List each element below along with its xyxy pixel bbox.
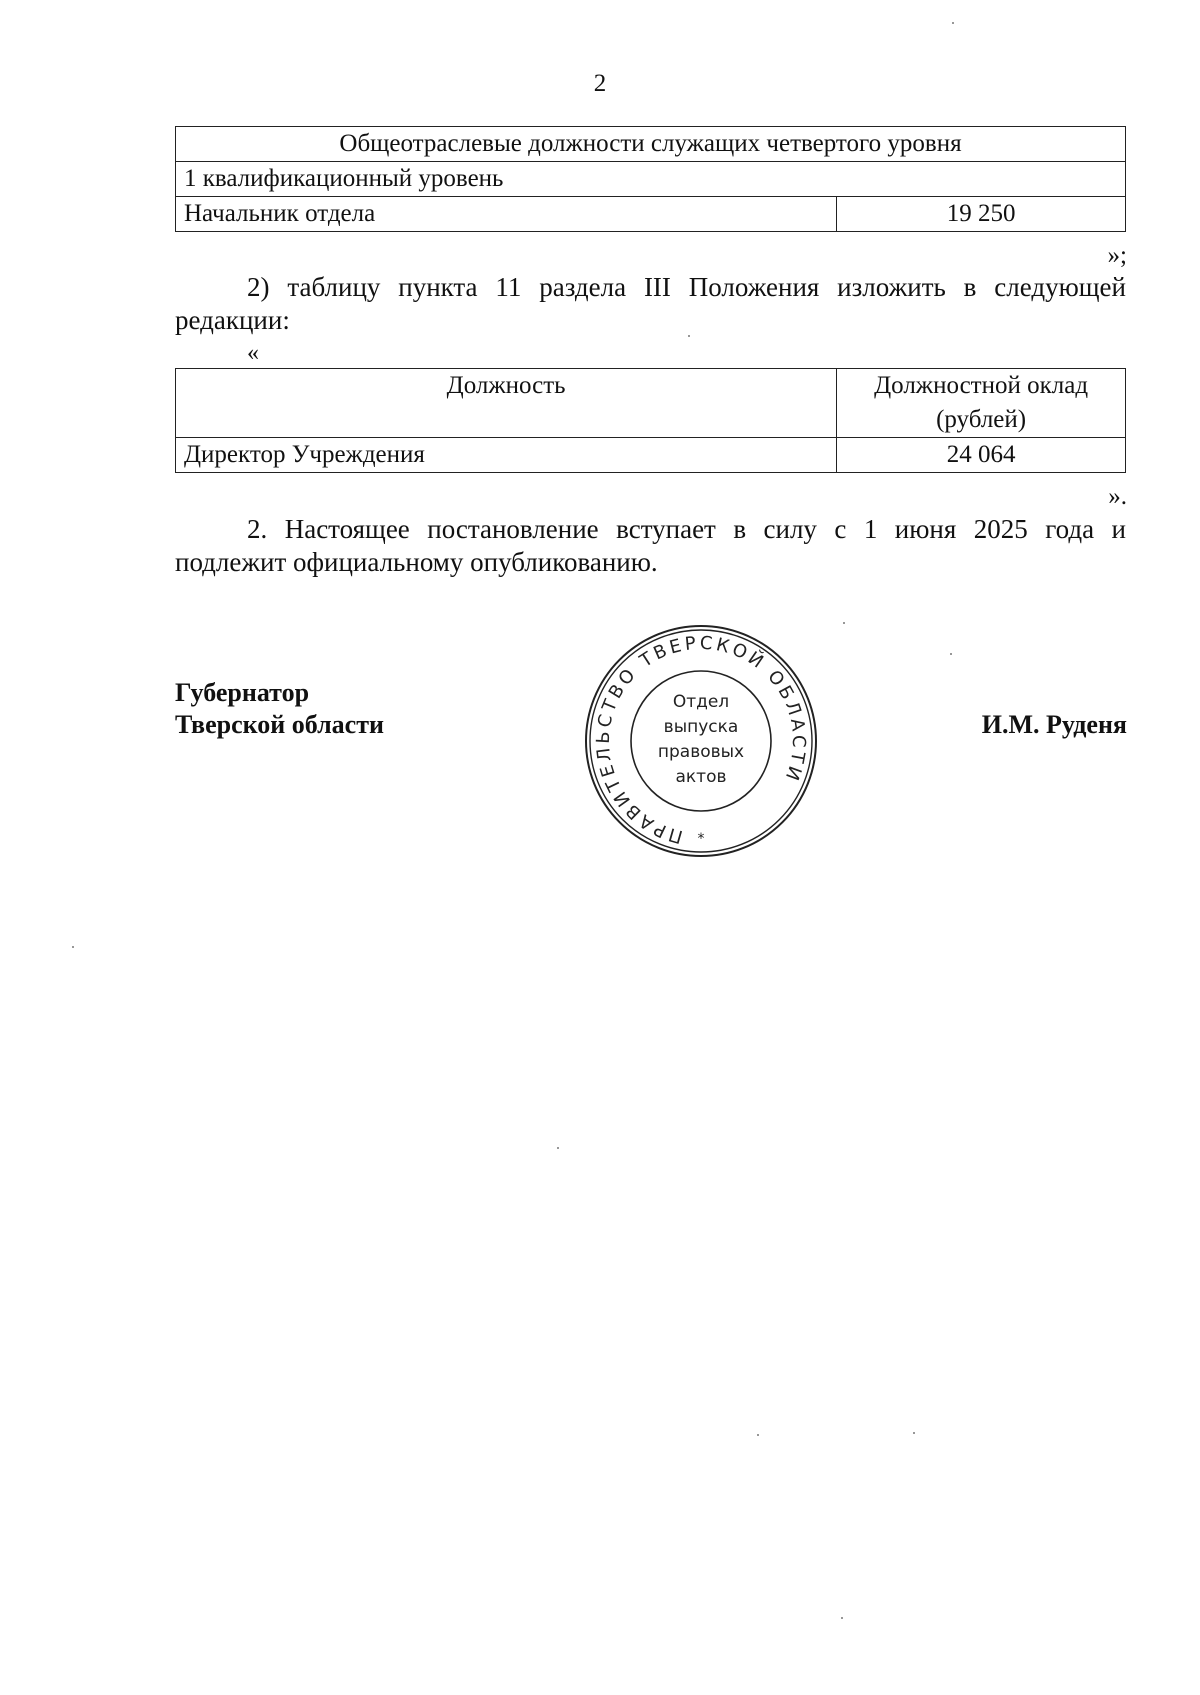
scan-speck (913, 1432, 915, 1434)
page-number: 2 (593, 70, 607, 97)
signer-title (175, 677, 384, 741)
table-group-header: Общеотраслевые должности служащих четвертого уровня (176, 127, 1126, 162)
scan-speck (950, 653, 952, 655)
salary-cell: 24 064 (837, 438, 1126, 473)
clause-2-paragraph: 2. Настоящее постановление вступает в силу с 1 июня 2025 года и подлежит официальному опубликованию. (175, 514, 1126, 577)
salary-cell: 19 250 (837, 197, 1126, 232)
stamp-center-line: правовых (657, 742, 745, 762)
position-cell: Начальник отдела (176, 197, 837, 232)
closing-quote: »; (1107, 242, 1127, 269)
item-2-paragraph: 2) таблицу пункта 11 раздела III Положения изложить в следующей редакции: (175, 272, 1126, 335)
director-salary-table (175, 368, 1126, 473)
closing-quote: ». (1108, 483, 1127, 510)
stamp-center-line: Отдел (672, 692, 730, 712)
position-cell: Директор Учреждения (176, 438, 837, 473)
scan-speck (757, 1434, 759, 1436)
scan-speck (841, 1617, 843, 1619)
stamp-center-line: выпуска (663, 717, 739, 737)
official-stamp (583, 623, 819, 859)
stamp-star: * (697, 831, 705, 847)
scan-speck (72, 946, 74, 948)
table-row (176, 162, 1126, 197)
scan-speck (557, 1147, 559, 1149)
table-header-row (176, 369, 1126, 438)
column-header-position: Должность (176, 369, 837, 438)
opening-quote: « (247, 340, 259, 366)
signer-title-line-2: Тверской области (175, 710, 384, 739)
signer-title-line-1: Губернатор (175, 678, 310, 707)
scan-speck (688, 335, 690, 337)
signer-name: И.М. Руденя (981, 710, 1127, 739)
svg-text:ПРАВИТЕЛЬСТВО ТВЕРСКОЙ ОБЛАСТИ (593, 633, 809, 847)
table-row (176, 197, 1126, 232)
column-header-salary: Должностной оклад (рублей) (837, 369, 1126, 438)
stamp-center-line: актов (675, 767, 727, 787)
table-row (176, 127, 1126, 162)
table-row (176, 438, 1126, 473)
salary-table-fourth-level (175, 126, 1126, 232)
scan-speck (952, 22, 954, 24)
qualification-level-cell: 1 квалификационный уровень (176, 162, 1126, 197)
stamp-ring-text: ПРАВИТЕЛЬСТВО ТВЕРСКОЙ ОБЛАСТИ (592, 632, 810, 848)
scan-speck (843, 622, 845, 624)
